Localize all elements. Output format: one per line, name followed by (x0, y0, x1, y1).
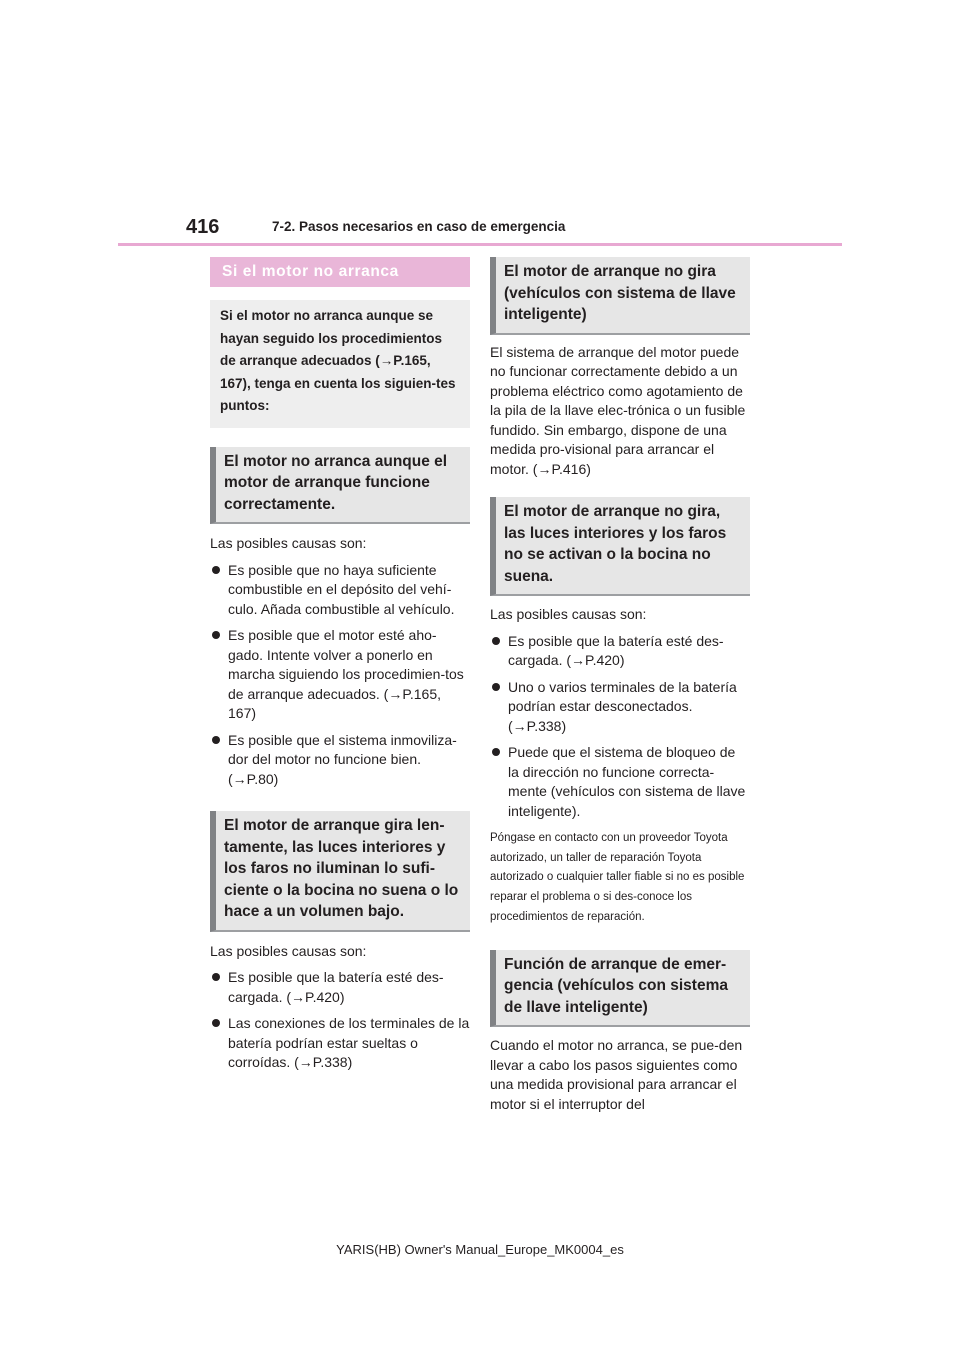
list-item: Uno o varios terminales de la batería podrían estar desconectados. (→P.338) (490, 678, 750, 737)
heading-engine-no-start: El motor no arranca aunque el motor de arranque funcione correctamente. (210, 447, 470, 525)
section-title: 7-2. Pasos necesarios en caso de emergencia (272, 219, 566, 234)
note-paragraph: Póngase en contacto con un proveedor Toyota autorizado, un taller de reparación Toyota autorizado o cualquier taller fiable si no es posible reparar el problema o si des-conoce los procedimientos de reparación. (490, 832, 745, 923)
heading-starter-slow: El motor de arranque gira len-tamente, las luces interiores y los faros no iluminan lo sufi-ciente o la bocina no suena o lo hace a un volumen bajo. (210, 811, 470, 932)
causes-list (210, 968, 470, 1073)
header-rule (118, 243, 842, 246)
causes-intro: Las posibles causas son: (210, 535, 367, 551)
list-item: Es posible que la batería esté des-cargada. (→P.420) (490, 632, 750, 671)
causes-list (490, 632, 750, 822)
heading-no-power: El motor de arranque no gira, las luces interiores y los faros no se activan o la bocina no suena. (490, 497, 750, 596)
paragraph: El sistema de arranque del motor puede no funcionar correctamente debido a un problema eléctrico como agotamiento de la pila de la llave elec-trónica o un fusible fundido. Sin embargo, dispone de una medida pro-visional para arrancar el motor. (→P.416) (490, 343, 746, 477)
list-item: Es posible que el motor esté aho-gado. Intente volver a ponerlo en marcha siguiendo los procedimien-tos de arranque adecuados. (→P.165, 167) (210, 626, 470, 724)
lead-box: Si el motor no arranca aunque se hayan seguido los procedimientos de arranque adecuados (→P.165, 167), tenga en cuenta los siguien-tes puntos: (210, 300, 470, 428)
heading-starter-no-turn: El motor de arranque no gira (vehículos con sistema de llave inteligente) (490, 257, 750, 335)
paragraph: Cuando el motor no arranca, se pue-den llevar a cabo los pasos siguientes como una medida provisional para arrancar el motor si el interruptor del (490, 1037, 743, 1112)
heading-emergency-start: Función de arranque de emer-gencia (vehículos con sistema de llave inteligente) (490, 950, 750, 1028)
right-column (490, 257, 750, 1114)
list-item: Es posible que el sistema inmoviliza-dor del motor no funcione bien. (→P.80) (210, 731, 470, 790)
list-item: Puede que el sistema de bloqueo de la dirección no funcione correcta-mente (vehículos con sistema de llave inteligente). (490, 743, 750, 821)
list-item: Es posible que no haya suficiente combustible en el depósito del vehí-culo. Añada combustible al vehículo. (210, 561, 470, 620)
causes-intro: Las posibles causas son: (490, 606, 647, 622)
causes-intro: Las posibles causas son: (210, 942, 367, 959)
list-item: Las conexiones de los terminales de la batería podrían estar sueltas o corroídas. (→P.338) (210, 1014, 470, 1073)
list-item: Es posible que la batería esté des-cargada. (→P.420) (210, 968, 470, 1007)
section-banner: Si el motor no arranca (210, 257, 470, 287)
footer: YARIS(HB) Owner's Manual_Europe_MK0004_es (336, 1242, 624, 1257)
causes-list (210, 561, 470, 790)
page-number: 416 (186, 216, 220, 238)
left-column (210, 257, 470, 1073)
